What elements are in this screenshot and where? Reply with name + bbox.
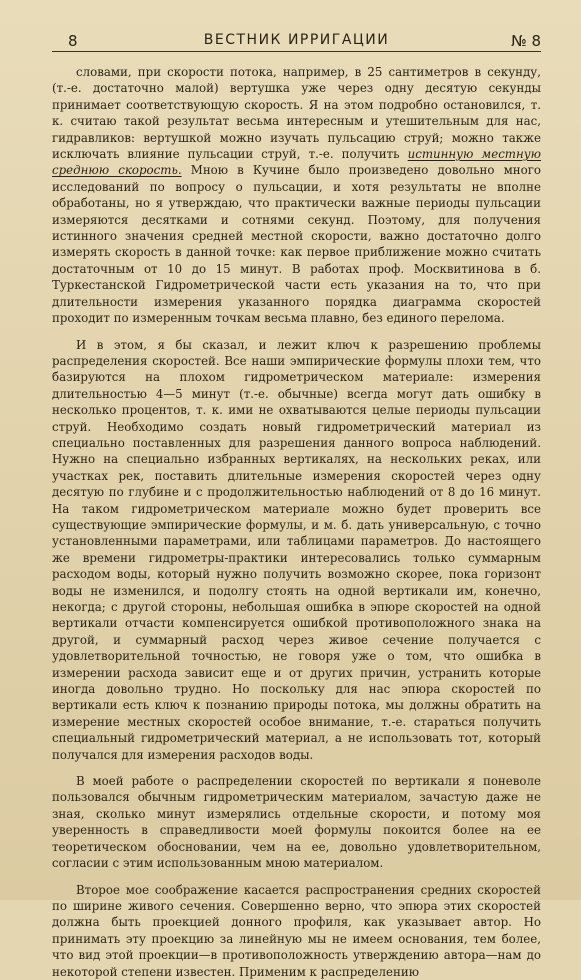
paragraph-3: В моей работе о распределении скоростей по вертикали я поневоле пользовался обычным гидрометрическим материалом, зачастую даже не зная, сколько минут измерялись отдельные скорости, и потому моя уверенность в справедливости моей формулы покоится более на ее теоретическом обосновании, чем на ее, довольно удовлетворительном, согласии с этим использованным мною материалом. [52,774,541,871]
paragraph-2: И в этом, я бы сказал, и лежит ключ к разрешению проблемы распределения скоростей. Все наши эмпирические формулы плохи тем, что базируются на плохом гидрометрическом материале: измерения длительностью 4—5 минут (т.-е. обычные) всегда могут дать ошибку в несколько процентов, т. к. ими не охватываются целые периоды пульсации струй. Необходимо создать новый гидрометрический материал из специально поставленных для разрешения данного вопроса наблюдений. Нужно на специально избранных вертикалях, на нескольких реках, или участках рек, поставить длительные измерения скоростей через одну десятую по глубине и с продолжительностью наблюдений от 8 до 16 минут. На таком гидрометрическом материале можно будет проверить все существующие эмпирические формулы, и м. б. дать универсальную, с точно установленными параметрами, или таблицами параметров. До настоящего же времени гидрометры-практики интересовались только суммарным расходом воды, который нужно получить возможно скорее, пока горизонт воды не изменился, и подолгу стоять на одной вертикали им, конечно, некогда; с другой стороны, небольшая ошибка в эпюре скоростей на одной вертикали отчасти компенсируется ошибкой противоположного знака на другой, и суммарный расход через живое сечение получается с удовлетворительной точностью, не говоря уже о том, что ошибка в измерении расхода зависит еще и от других причин, устранить которые иногда довольно трудно. Но поскольку для нас эпюра скоростей по вертикали есть ключ к познанию природы потока, мы должны обратить на измерение местных скоростей особое внимание, т.-е. стараться получить специальный гидрометрический материал, а не использовать тот, который получался для измерения расходов воды. [52,337,541,762]
paragraph-1 [52,64,541,327]
emphasized-phrase: истинную местную среднюю скорость. [52,147,541,178]
paragraph-1-text-b: Мною в Кучине было произведено довольно много исследований по вопросу о пульсации, и хотя результаты не вполне обработаны, но я утверждаю, что практически важные периоды пульсации измеряются десятками и сотнями секунд. Поэтому, для получения истинного значения средней местной скорости, важно достаточно долго измерять скорость в данной точке: как первое приближение можно считать достаточным от 10 до 15 минут. В работах проф. Москвитинова в б. Туркестанской Гидрометрической части есть указания на то, что при длительности измерения указанного порядка диаграмма скоростей проходит по измеренным точкам весьма плавно, без единого перелома. [52,163,541,326]
issue-number: № 8 [511,32,541,50]
journal-title: ВЕСТНИК ИРРИГАЦИИ [203,32,390,48]
page-number: 8 [68,32,78,50]
paragraph-1-text-a: словами, при скорости потока, например, в 25 сантиметров в секунду, (т.-е. достаточно малой) вертушка уже через одну десятую секунды принимает соответствующую скорость. Я на этом подробно остановился, т. к. считаю такой результат весьма интересным и утешительным для нас, гидравликов: вертушкой можно изучать пульсацию струй; можно также исключать влияние пульсации струй, т.-е. получить [52,65,541,162]
header-rule [52,51,541,52]
article-body [52,64,541,980]
running-header [52,28,541,50]
paragraph-4: Второе мое соображение касается распространения средних скоростей по ширине живого сечения. Совершенно верно, что эпюра этих скоростей должна быть проекцией донного профиля, как указывает автор. Но принимать эту проекцию за линейную мы не имеем основания, тем более, что вид этой проекции—в противоположность утверждению автора—нам до некоторой степени известен. Применим к распределению [52,882,541,979]
